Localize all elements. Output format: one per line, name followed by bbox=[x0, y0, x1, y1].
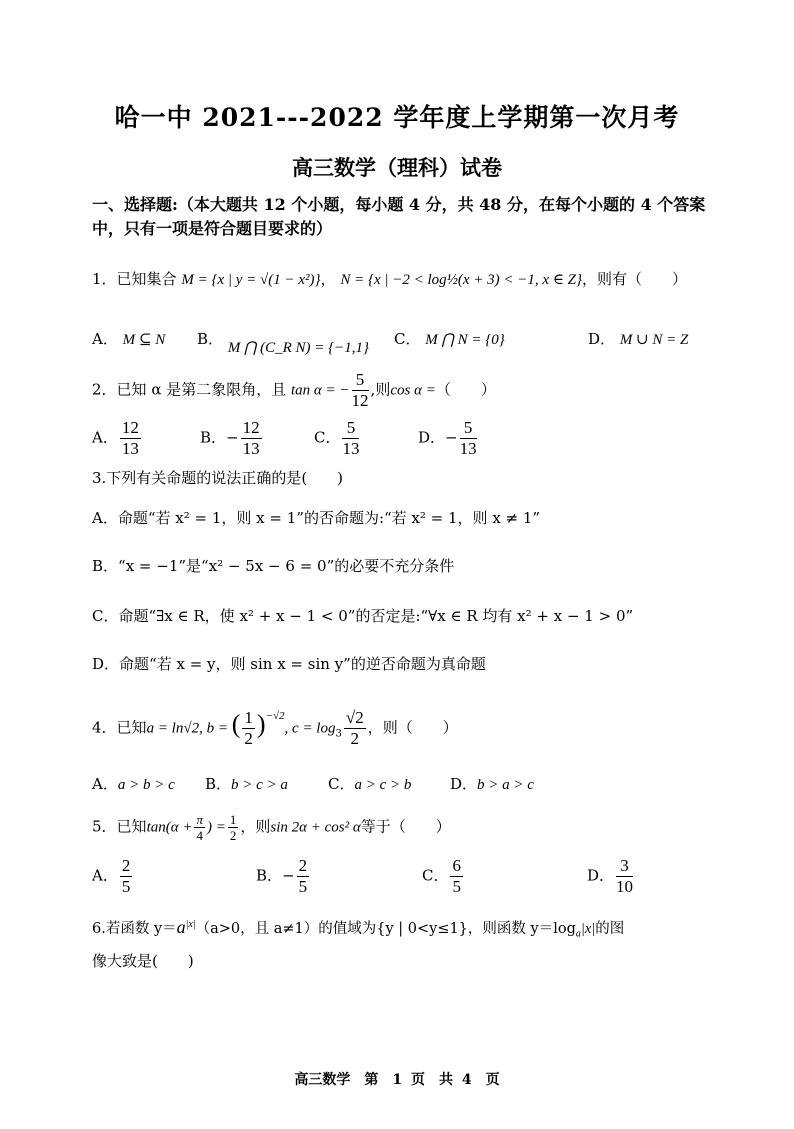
tan-expression: tan(α + bbox=[146, 819, 193, 836]
right-paren: ) bbox=[256, 709, 266, 739]
left-paren: ( bbox=[231, 709, 241, 739]
question-2 bbox=[92, 370, 496, 411]
fraction-numerator: 5 bbox=[352, 370, 369, 391]
option-text: 命题“若 x² = 1，则 x = 1”的否命题为:“若 x² = 1，则 x ≠ 1” bbox=[117, 509, 541, 527]
option-label: D． bbox=[588, 330, 616, 348]
q5-option-c bbox=[422, 856, 465, 897]
q1-option-c bbox=[394, 328, 505, 351]
question-6-line1 bbox=[92, 914, 624, 946]
q5-option-d bbox=[587, 856, 635, 897]
q1-option-d bbox=[588, 328, 688, 351]
question-stem-suffix: ，则（ ） bbox=[367, 718, 458, 737]
option-text: M ⋂ N = {0} bbox=[425, 332, 505, 348]
fraction-denominator: 13 bbox=[459, 439, 477, 458]
fraction-numerator: 1 bbox=[244, 708, 253, 727]
option-label: B． bbox=[197, 330, 224, 348]
set-m-expression: M = {x | y = √(1 − x²)} bbox=[181, 272, 321, 288]
c-fraction bbox=[344, 708, 366, 749]
option-label: B． bbox=[200, 428, 227, 447]
q2-option-b bbox=[200, 418, 264, 459]
option-label: C． bbox=[314, 428, 341, 447]
fraction-denominator: 5 bbox=[298, 877, 308, 896]
option-text: b > a > c bbox=[477, 777, 534, 793]
fraction-numerator: 12 bbox=[242, 418, 260, 437]
option-sign: − bbox=[445, 428, 458, 447]
fraction-numerator: 2 bbox=[121, 856, 131, 875]
fraction-denominator: 13 bbox=[342, 439, 360, 458]
question-stem-mid: ，则 bbox=[240, 817, 271, 836]
option-label: D． bbox=[92, 655, 120, 673]
c-expression: , c = log bbox=[284, 720, 336, 737]
question-number: 4． bbox=[92, 718, 117, 737]
question-1 bbox=[92, 268, 687, 291]
fraction-denominator: 12 bbox=[351, 391, 369, 410]
target-expression: sin 2α + cos² α bbox=[270, 819, 361, 836]
option-label: C． bbox=[422, 866, 449, 885]
option-label: A． bbox=[92, 775, 118, 793]
fraction-denominator: 5 bbox=[452, 877, 461, 896]
q4-option-a bbox=[92, 773, 175, 796]
question-stem-mid: （a>0，且 a≠1）的值域为{y | 0<y≤1}，则函数 y＝ bbox=[195, 920, 554, 937]
option-text: M ⊆ N bbox=[122, 332, 166, 348]
half-fraction bbox=[228, 812, 239, 843]
fraction-denominator: 2 bbox=[229, 828, 237, 843]
log-base: 3 bbox=[335, 728, 342, 740]
q3-option-b bbox=[92, 555, 454, 577]
fraction-denominator: 4 bbox=[196, 828, 203, 843]
q5-option-b bbox=[256, 856, 311, 897]
q2-option-d bbox=[418, 418, 479, 459]
option-text: a > b > c bbox=[117, 777, 175, 793]
fraction-numerator: 1 bbox=[229, 812, 237, 827]
question-3: 3.下列有关命题的说法正确的是( ) bbox=[92, 469, 344, 487]
question-stem-suffix: 等于（ ） bbox=[360, 817, 451, 836]
option-sign: − bbox=[282, 866, 295, 885]
q4-option-b bbox=[205, 773, 288, 796]
option-fraction bbox=[616, 856, 633, 897]
power-base: a bbox=[176, 916, 186, 937]
fraction-numerator: √2 bbox=[345, 708, 364, 727]
question-stem-suffix: ,则 bbox=[370, 380, 391, 399]
option-sign: − bbox=[226, 428, 239, 447]
q4-option-d bbox=[450, 773, 534, 796]
option-label: C． bbox=[394, 330, 421, 348]
a-b-expression: a = ln√2, b = bbox=[146, 720, 232, 737]
option-label: D． bbox=[450, 775, 478, 793]
log-argument: |x| bbox=[580, 920, 596, 937]
cos-expression: cos α = bbox=[390, 382, 436, 399]
fraction-denominator: 2 bbox=[244, 729, 253, 748]
option-fraction bbox=[450, 856, 463, 897]
option-label: A． bbox=[92, 866, 118, 885]
page-footer: 高三数学 第 1 页 共 4 页 bbox=[294, 1072, 500, 1088]
section-heading-line2: 中，只有一项是符合题目要求的） bbox=[92, 219, 333, 238]
question-number: 2． bbox=[92, 380, 117, 399]
q2-option-a bbox=[92, 418, 143, 459]
fraction-denominator: 10 bbox=[616, 877, 634, 896]
option-label: D． bbox=[587, 866, 615, 885]
question-stem-prefix: 已知集合 bbox=[116, 270, 177, 288]
q2-option-c bbox=[314, 418, 361, 459]
fraction-numerator: 5 bbox=[460, 418, 477, 439]
q3-option-a bbox=[92, 507, 540, 529]
fraction-numerator: 12 bbox=[121, 418, 139, 437]
fraction-numerator: 6 bbox=[452, 856, 461, 875]
option-fraction bbox=[120, 418, 141, 459]
exponent: −√2 bbox=[265, 709, 285, 722]
q1-option-a bbox=[92, 328, 165, 351]
q3-option-d bbox=[92, 653, 486, 675]
option-fraction bbox=[460, 418, 477, 459]
option-text: M ⋂ (C_R N) = {−1,1} bbox=[227, 340, 370, 356]
log-expression: log bbox=[553, 920, 576, 937]
separator: ， bbox=[320, 270, 336, 288]
log-base: a bbox=[575, 928, 581, 940]
fraction-denominator: 5 bbox=[121, 877, 131, 896]
fraction-numerator: π bbox=[196, 812, 203, 827]
power-exponent: |x| bbox=[185, 919, 196, 930]
option-text: “x = −1”是“x² − 5x − 6 = 0”的必要不充分条件 bbox=[118, 557, 455, 575]
question-stem-prefix: 已知 α 是第二象限角，且 bbox=[116, 380, 287, 399]
option-text: 命题“若 x = y，则 sin x = sin y”的逆否命题为真命题 bbox=[119, 655, 486, 673]
q3-option-c bbox=[92, 605, 633, 627]
fraction-denominator: 13 bbox=[242, 439, 260, 458]
option-text: b > c > a bbox=[231, 777, 288, 793]
question-stem-suffix: ，则有（ ） bbox=[582, 270, 688, 288]
question-number: 1． bbox=[92, 270, 117, 288]
option-label: A． bbox=[92, 428, 118, 447]
option-label: B． bbox=[92, 557, 119, 575]
option-label: D． bbox=[418, 428, 446, 447]
question-6-line2: 像大致是( ) bbox=[92, 952, 194, 970]
option-fraction bbox=[120, 856, 133, 897]
option-label: A． bbox=[92, 509, 118, 527]
equals-sign: ) = bbox=[207, 819, 226, 836]
q4-option-c bbox=[328, 773, 411, 796]
option-label: B． bbox=[256, 866, 283, 885]
question-stem-prefix: 6.若函数 y＝ bbox=[92, 920, 177, 937]
option-text: M ∪ N = Z bbox=[619, 332, 689, 348]
fraction-numerator: 2 bbox=[298, 856, 308, 875]
option-label: B． bbox=[205, 775, 232, 793]
option-label: C． bbox=[328, 775, 355, 793]
question-stem-prefix: 已知 bbox=[116, 718, 147, 737]
fraction-numerator: 3 bbox=[616, 856, 633, 877]
fraction bbox=[352, 370, 369, 411]
option-label: C． bbox=[92, 607, 119, 625]
tan-expression: tan α = − bbox=[291, 382, 350, 399]
question-4 bbox=[92, 708, 458, 749]
exam-title: 哈一中 2021---2022 学年度上学期第一次月考 bbox=[114, 103, 680, 132]
option-fraction bbox=[241, 418, 262, 459]
fraction-denominator: 13 bbox=[121, 439, 139, 458]
exam-subtitle: 高三数学（理科）试卷 bbox=[292, 155, 502, 180]
option-fraction bbox=[297, 856, 310, 897]
option-text: a > c > b bbox=[354, 777, 412, 793]
fraction-denominator: 2 bbox=[350, 729, 360, 748]
base-fraction bbox=[242, 708, 255, 749]
option-fraction bbox=[342, 418, 359, 459]
question-number: 5． bbox=[92, 817, 117, 836]
question-stem-prefix: 已知 bbox=[116, 817, 147, 836]
question-5 bbox=[92, 812, 451, 843]
q1-option-b bbox=[197, 328, 370, 356]
option-text: 命题“∃x ∈ R，使 x² + x − 1 < 0”的否定是:“∀x ∈ R 均有 x² + x − 1 > 0” bbox=[118, 607, 634, 625]
section-heading-line1: 一、选择题:（本大题共 12 个小题，每小题 4 分，共 48 分，在每个小题的 4 个答案 bbox=[92, 195, 706, 214]
question-stem-suffix: 的图 bbox=[595, 920, 625, 937]
q5-option-a bbox=[92, 856, 134, 897]
fraction-numerator: 5 bbox=[342, 418, 359, 439]
pi-fraction bbox=[194, 812, 205, 843]
answer-blank: （ ） bbox=[435, 380, 496, 399]
option-label: A． bbox=[92, 330, 118, 348]
set-n-expression: N = {x | −2 < log½(x + 3) < −1, x ∈ Z} bbox=[340, 272, 583, 288]
